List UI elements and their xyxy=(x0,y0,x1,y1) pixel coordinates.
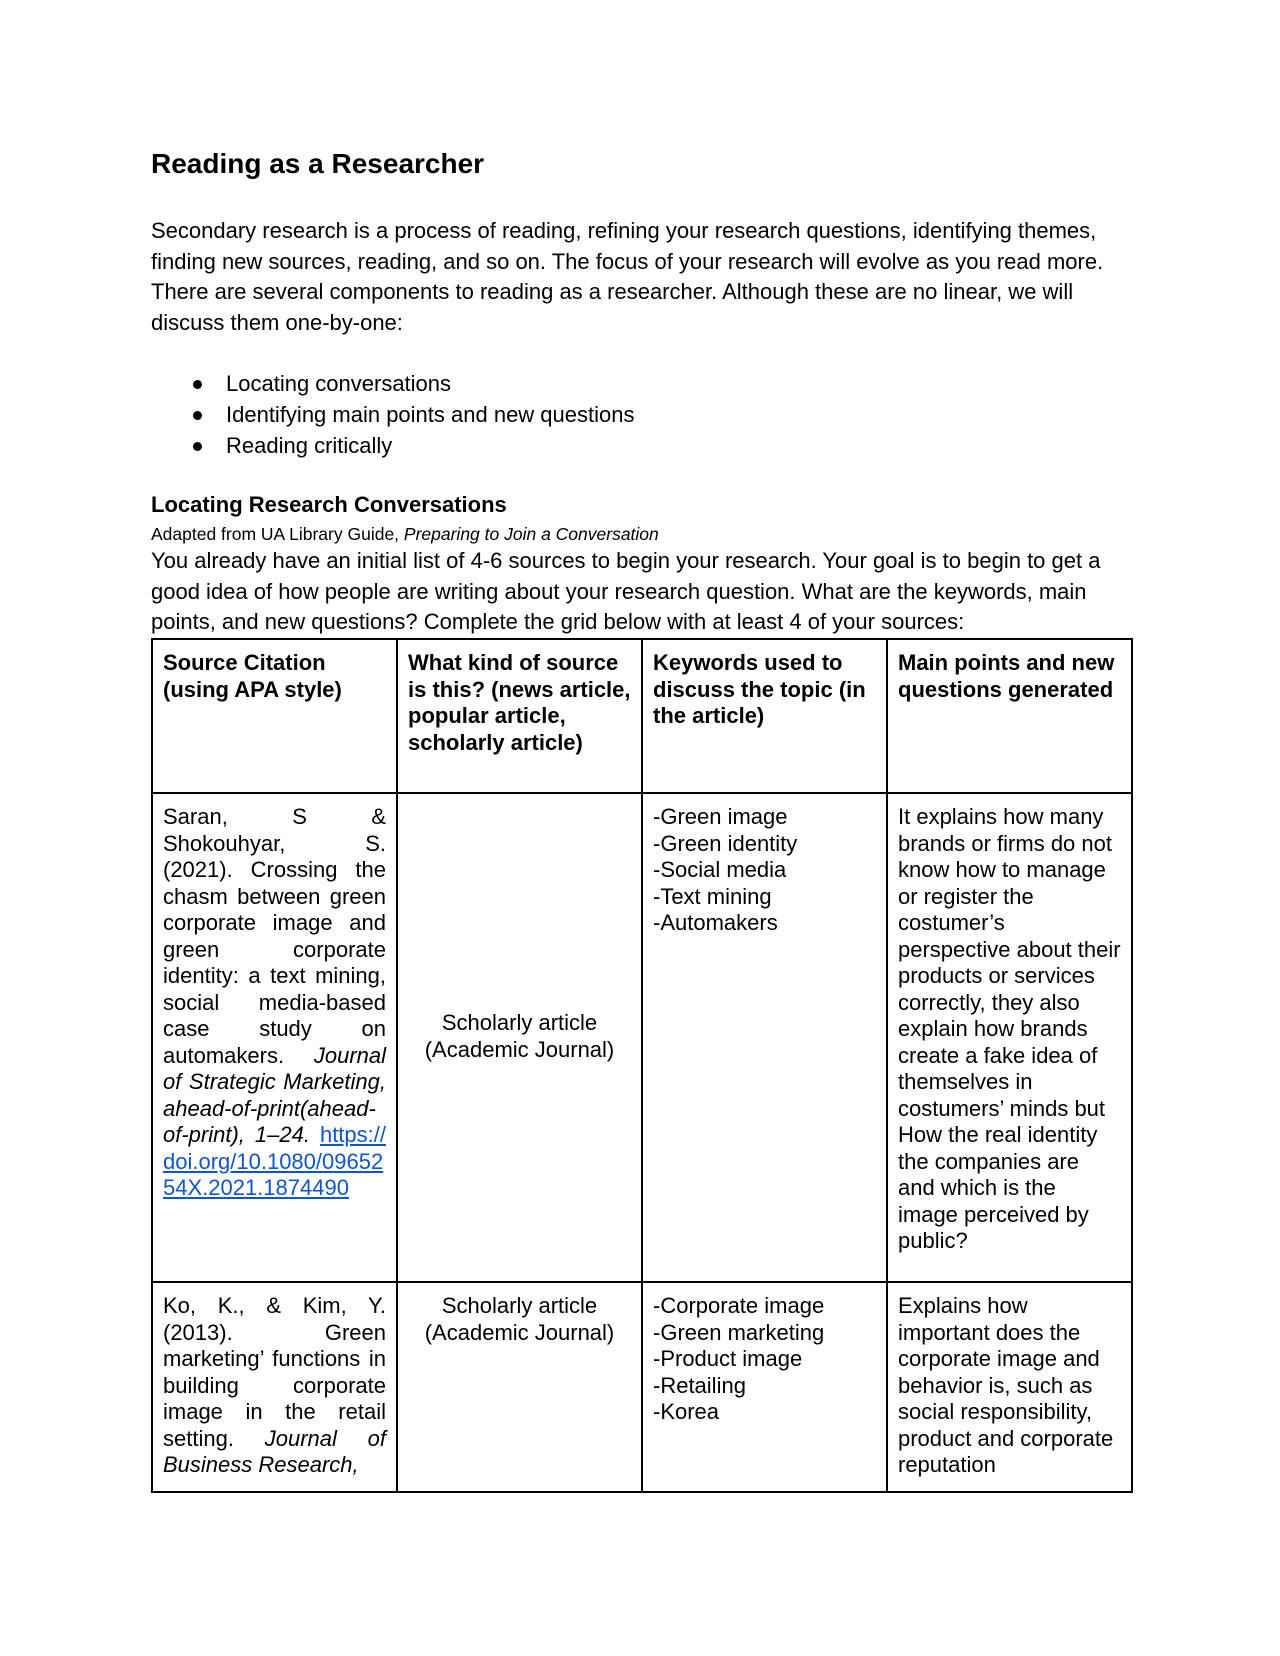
section-lead-paragraph: You already have an initial list of 4-6 sources to begin your research. Your goal is to begin to get a good idea of how people are writing about your research question. What are the keywords, main points, and new questions? Complete the grid below with at least 4 of your sources: xyxy=(151,548,1101,634)
intro-paragraph: Secondary research is a process of reading, refining your research questions, identifying themes, finding new sources, reading, and so on. The focus of your research will evolve as you read more. There are several components to reading as a researcher. Although these are no linear, we will discuss them one-by-one: xyxy=(151,218,1104,335)
keyword-item: -Green identity xyxy=(653,830,798,856)
list-item-label: Reading critically xyxy=(226,433,393,458)
main-points-cell: Explains how important does the corporate image and behavior is, such as social responsibility, product and corporate reputation xyxy=(887,1282,1132,1492)
component-list xyxy=(151,368,634,461)
bullet-icon xyxy=(193,380,202,389)
source-type-cell: Scholarly article (Academic Journal) xyxy=(397,793,642,1282)
keyword-item: -Korea xyxy=(653,1399,720,1424)
citation-cell xyxy=(152,793,397,1282)
list-item xyxy=(151,430,634,461)
section-heading: Locating Research Conversations xyxy=(151,492,507,517)
header-keywords: Keywords used to discuss the topic (in the article) xyxy=(642,639,887,793)
keyword-item: -Corporate image xyxy=(653,1293,825,1318)
keyword-item: -Retailing xyxy=(653,1372,746,1398)
table-header-row xyxy=(152,639,1132,793)
keyword-item: -Automakers xyxy=(653,910,778,935)
keywords-cell xyxy=(642,793,887,1282)
page-title: Reading as a Researcher xyxy=(151,148,485,179)
citation-text: Saran, S & Shokouhyar, S. (2021). Crossing the chasm between green corporate image and green corporate identity: a text mining, social media-based case study on automakers. xyxy=(163,804,386,1068)
table-row xyxy=(152,793,1132,1282)
main-points-cell: It explains how many brands or firms do not know how to manage or register the costumer’s perspective about their products or services correctly, they also explain how brands create a fake idea of themselves in costumers’ minds but How the real identity the companies are and which is the image perceived by public? xyxy=(887,793,1132,1282)
keyword-item: -Text mining xyxy=(653,883,772,909)
bullet-icon xyxy=(193,411,202,420)
list-item-label: Locating conversations xyxy=(226,371,452,396)
list-item xyxy=(151,399,634,430)
table-row xyxy=(152,1282,1132,1492)
header-main-points: Main points and new questions generated xyxy=(887,639,1132,793)
source-type-cell: Scholarly article (Academic Journal) xyxy=(397,1282,642,1492)
keyword-item: -Social media xyxy=(653,857,787,882)
citation-journal: Journal of Strategic Marketing, ahead-of-print(ahead-of-print), 1–24. xyxy=(163,1042,386,1147)
header-citation: Source Citation (using APA style) xyxy=(152,639,397,793)
citation-text: Ko, K., & Kim, Y. (2013). Green marketing’ functions in building corporate image in the retail setting. xyxy=(163,1293,386,1451)
list-item xyxy=(151,368,634,399)
citation-journal: Journal of Business Research, xyxy=(163,1425,386,1477)
keyword-item: -Green image xyxy=(653,804,788,829)
adapted-from-note xyxy=(151,524,659,545)
sources-grid xyxy=(151,638,1133,1493)
doi-link[interactable]: https://doi.org/10.1080/0965254X.2021.1874490 xyxy=(163,1122,386,1200)
citation-cell xyxy=(152,1282,397,1492)
list-item-label: Identifying main points and new questions xyxy=(226,402,635,427)
keywords-cell xyxy=(642,1282,887,1492)
bullet-icon xyxy=(193,442,202,451)
keyword-item: -Product image xyxy=(653,1346,803,1371)
keyword-item: -Green marketing xyxy=(653,1319,825,1345)
adapted-title: Preparing to Join a Conversation xyxy=(403,524,659,544)
header-source-type: What kind of source is this? (news article, popular article, scholarly article) xyxy=(397,639,642,793)
adapted-prefix: Adapted from UA Library Guide, xyxy=(151,524,404,544)
